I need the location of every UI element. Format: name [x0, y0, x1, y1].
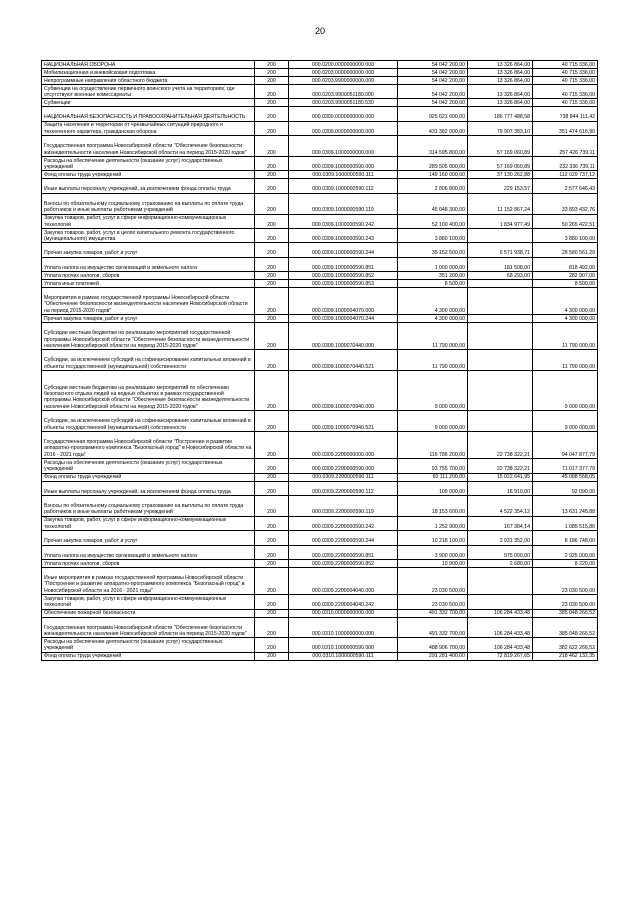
- row-name-cell: Расходы на обеспечение деятельности (оказание услуг) государственных учреждений: [42, 156, 255, 170]
- row-name-cell: Уплата прочих налогов, сборов: [42, 560, 255, 568]
- row-remaining-amount-cell: 23 030 500,00: [533, 568, 598, 595]
- row-executed-amount-cell: 68 293,00: [468, 272, 533, 280]
- row-executed-amount-cell: [468, 323, 533, 350]
- table-row: [42, 652, 598, 660]
- row-name-cell: Уплата налога на имущество организаций и земельного налога: [42, 545, 255, 559]
- row-name-cell: Фонд оплаты труда учреждений: [42, 652, 255, 660]
- row-executed-amount-cell: 37 130 262,88: [468, 171, 533, 179]
- row-name-cell: Закупка товаров, работ, услуг в сфере информационно-коммуникационных технологий: [42, 516, 255, 530]
- row-line-code-cell: 200: [255, 69, 289, 77]
- row-remaining-amount-cell: 11 790 000,00: [533, 323, 598, 350]
- row-executed-amount-cell: [468, 315, 533, 323]
- row-remaining-amount-cell: 94 047 877,79: [533, 432, 598, 459]
- row-executed-amount-cell: 57 169 060,89: [468, 156, 533, 170]
- row-classification-code-cell: 000.0309.1000000590.111: [289, 171, 398, 179]
- row-remaining-amount-cell: 40 715 336,00: [533, 77, 598, 85]
- row-classification-code-cell: 000.0309.1000000590.000: [289, 156, 398, 170]
- row-name-cell: Закупка товаров, работ, услуг в сфере информационно-коммуникационных технологий: [42, 214, 255, 228]
- row-approved-amount-cell: 11 790 000,00: [398, 350, 468, 371]
- row-line-code-cell: 200: [255, 531, 289, 545]
- row-remaining-amount-cell: 818 492,00: [533, 257, 598, 271]
- row-line-code-cell: 200: [255, 193, 289, 214]
- row-classification-code-cell: 000.0309.1000004070.244: [289, 315, 398, 323]
- row-name-cell: Прочая закупка товаров, работ и услуг: [42, 315, 255, 323]
- row-line-code-cell: 200: [255, 496, 289, 517]
- table-row: [42, 568, 598, 595]
- table-row: [42, 107, 598, 121]
- row-name-cell: Субвенции на осуществление первичного воинского учета на территориях, где отсутствуют военные комиссариаты: [42, 85, 255, 99]
- row-classification-code-cell: 000.0309.2200000590.852: [289, 560, 398, 568]
- table-row: [42, 560, 598, 568]
- row-remaining-amount-cell: 45 088 558,05: [533, 473, 598, 481]
- row-name-cell: Государственная программа Новосибирской области "Обеспечение безопасности жизнедеятельности населения Новосибирской области на период 2015-2020 годов": [42, 617, 255, 638]
- row-executed-amount-cell: 106 284 433,48: [468, 638, 533, 652]
- row-name-cell: Защита населения и территории от чрезвычайных ситуаций природного и техногенного характера, гражданская оборона: [42, 121, 255, 135]
- row-classification-code-cell: 000.0309.1000070940.000: [289, 371, 398, 411]
- row-line-code-cell: 200: [255, 516, 289, 530]
- row-line-code-cell: 200: [255, 411, 289, 432]
- row-classification-code-cell: 000.0309.1000000590.119: [289, 193, 398, 214]
- row-name-cell: Фонд оплаты труда учреждений: [42, 473, 255, 481]
- row-approved-amount-cell: 54 042 200,00: [398, 77, 468, 85]
- row-remaining-amount-cell: 282 907,00: [533, 272, 598, 280]
- row-classification-code-cell: 000.0310.0000000000.000: [289, 609, 398, 617]
- table-row: [42, 272, 598, 280]
- row-classification-code-cell: 000.0309.1000070940.521: [289, 411, 398, 432]
- row-remaining-amount-cell: 40 715 336,00: [533, 85, 598, 99]
- table-row: [42, 638, 598, 652]
- row-line-code-cell: 200: [255, 243, 289, 257]
- row-approved-amount-cell: 488 906 700,00: [398, 638, 468, 652]
- row-remaining-amount-cell: 33 893 432,76: [533, 193, 598, 214]
- row-classification-code-cell: 000.0309.1000070440.521: [289, 350, 398, 371]
- row-remaining-amount-cell: 50 265 422,51: [533, 214, 598, 228]
- row-classification-code-cell: 000.0309.1000000590.853: [289, 280, 398, 288]
- row-executed-amount-cell: 13 326 864,00: [468, 61, 533, 69]
- row-executed-amount-cell: [468, 350, 533, 371]
- row-executed-amount-cell: [468, 288, 533, 315]
- row-executed-amount-cell: [468, 280, 533, 288]
- row-remaining-amount-cell: 23 030 500,00: [533, 595, 598, 609]
- row-line-code-cell: 200: [255, 609, 289, 617]
- row-name-cell: Иные выплаты персоналу учреждений, за исключением фонда оплаты труда: [42, 481, 255, 495]
- row-classification-code-cell: 000.0310.1000000590.000: [289, 638, 398, 652]
- row-line-code-cell: 200: [255, 214, 289, 228]
- row-name-cell: Субвенции: [42, 99, 255, 107]
- row-name-cell: Фонд оплаты труда учреждений: [42, 171, 255, 179]
- budget-table: [41, 60, 598, 661]
- row-remaining-amount-cell: 1 085 515,86: [533, 516, 598, 530]
- table-row: [42, 545, 598, 559]
- row-line-code-cell: 200: [255, 545, 289, 559]
- row-line-code-cell: 200: [255, 61, 289, 69]
- table-row: [42, 280, 598, 288]
- table-row: [42, 193, 598, 214]
- row-name-cell: Взносы по обязательному социальному страхованию на выплаты по оплате труда работников и иные выплаты работникам учреждений: [42, 496, 255, 517]
- row-line-code-cell: 200: [255, 350, 289, 371]
- row-executed-amount-cell: 6 571 938,71: [468, 243, 533, 257]
- row-approved-amount-cell: 23 030 500,00: [398, 595, 468, 609]
- row-remaining-amount-cell: 385 048 266,52: [533, 617, 598, 638]
- row-classification-code-cell: 000.0309.1000000000.000: [289, 136, 398, 157]
- row-classification-code-cell: 000.0309.1000000590.851: [289, 257, 398, 271]
- table-row: [42, 136, 598, 157]
- row-approved-amount-cell: 18 153 600,00: [398, 496, 468, 517]
- table-row: [42, 288, 598, 315]
- row-name-cell: Обеспечение пожарной безопасности: [42, 609, 255, 617]
- row-line-code-cell: 200: [255, 99, 289, 107]
- row-remaining-amount-cell: 112 029 737,12: [533, 171, 598, 179]
- row-executed-amount-cell: [468, 228, 533, 242]
- row-approved-amount-cell: 54 042 200,00: [398, 61, 468, 69]
- table-row: [42, 411, 598, 432]
- row-remaining-amount-cell: 11 790 000,00: [533, 350, 598, 371]
- row-classification-code-cell: 000.0310.1000000000.000: [289, 617, 398, 638]
- table-row: [42, 459, 598, 473]
- table-row: [42, 473, 598, 481]
- row-remaining-amount-cell: 9 000 000,00: [533, 371, 598, 411]
- row-approved-amount-cell: 3 880 100,00: [398, 228, 468, 242]
- row-name-cell: Иные мероприятия в рамках государственной программы Новосибирской области "Построение и развитие аппаратно-программного комплекса "Безопасный город" в Новосибирской области на 2016 - 2021 годы": [42, 568, 255, 595]
- row-approved-amount-cell: 149 160 000,00: [398, 171, 468, 179]
- row-executed-amount-cell: 975 000,00: [468, 545, 533, 559]
- row-name-cell: Расходы на обеспечение деятельности (оказание услуг) государственных учреждений: [42, 459, 255, 473]
- row-classification-code-cell: 000.0309.2200000590.112: [289, 481, 398, 495]
- row-name-cell: Мобилизационная и вневойсковая подготовка: [42, 69, 255, 77]
- row-classification-code-cell: 000.0309.2200000590.242: [289, 516, 398, 530]
- row-name-cell: Субсидии местным бюджетам на реализацию мероприятий государственной программы Новосибирской области "Обеспечение безопасности жизнедеятельности населения Новосибирской области на период 2015-2020 годов": [42, 323, 255, 350]
- row-line-code-cell: 200: [255, 171, 289, 179]
- row-executed-amount-cell: 11 152 867,24: [468, 193, 533, 214]
- table-row: [42, 179, 598, 193]
- row-executed-amount-cell: 13 326 864,00: [468, 69, 533, 77]
- row-approved-amount-cell: 11 790 000,00: [398, 323, 468, 350]
- row-executed-amount-cell: 22 738 322,21: [468, 459, 533, 473]
- table-row: [42, 99, 598, 107]
- row-name-cell: Закупка товаров, работ, услуг в сфере информационно-коммуникационных технологий: [42, 595, 255, 609]
- page-number: 20: [314, 26, 325, 36]
- row-approved-amount-cell: 491 332 700,00: [398, 617, 468, 638]
- row-executed-amount-cell: 2 031 352,00: [468, 531, 533, 545]
- row-executed-amount-cell: 106 284 433,48: [468, 617, 533, 638]
- row-approved-amount-cell: 93 755 700,00: [398, 459, 468, 473]
- row-line-code-cell: 200: [255, 638, 289, 652]
- row-approved-amount-cell: 60 111 200,00: [398, 473, 468, 481]
- row-line-code-cell: 200: [255, 85, 289, 99]
- row-line-code-cell: 200: [255, 257, 289, 271]
- table-row: [42, 171, 598, 179]
- row-classification-code-cell: 000.0309.1000000590.243: [289, 228, 398, 242]
- row-executed-amount-cell: 16 910,00: [468, 481, 533, 495]
- row-approved-amount-cell: 1 000 000,00: [398, 257, 468, 271]
- row-remaining-amount-cell: 232 336 739,11: [533, 156, 598, 170]
- row-line-code-cell: 200: [255, 473, 289, 481]
- table-row: [42, 243, 598, 257]
- row-name-cell: Уплата налога на имущество организаций и земельного налога: [42, 257, 255, 271]
- row-line-code-cell: 200: [255, 179, 289, 193]
- row-approved-amount-cell: 109 000,00: [398, 481, 468, 495]
- row-line-code-cell: 200: [255, 595, 289, 609]
- row-classification-code-cell: 000.0309.1000000590.852: [289, 272, 398, 280]
- row-classification-code-cell: 000.0309.1000000590.244: [289, 243, 398, 257]
- row-name-cell: Иные выплаты персоналу учреждений, за исключением фонда оплаты труда: [42, 179, 255, 193]
- row-classification-code-cell: 000.0203.9900000000.000: [289, 77, 398, 85]
- row-remaining-amount-cell: 40 715 336,00: [533, 69, 598, 77]
- row-executed-amount-cell: [468, 595, 533, 609]
- table-row: [42, 531, 598, 545]
- row-line-code-cell: 200: [255, 315, 289, 323]
- row-approved-amount-cell: 2 806 800,00: [398, 179, 468, 193]
- row-remaining-amount-cell: 218 462 132,35: [533, 652, 598, 660]
- table-row: [42, 228, 598, 242]
- budget-table-body: [42, 61, 598, 661]
- row-name-cell: Уплата иных платежей: [42, 280, 255, 288]
- row-line-code-cell: 200: [255, 481, 289, 495]
- row-executed-amount-cell: [468, 411, 533, 432]
- row-approved-amount-cell: 45 048 300,00: [398, 193, 468, 214]
- row-approved-amount-cell: 431 382 000,00: [398, 121, 468, 135]
- row-classification-code-cell: 000.0310.1000000590.111: [289, 652, 398, 660]
- row-remaining-amount-cell: 2 925 000,00: [533, 545, 598, 559]
- table-row: [42, 77, 598, 85]
- row-line-code-cell: 200: [255, 121, 289, 135]
- row-approved-amount-cell: 351 200,00: [398, 272, 468, 280]
- row-approved-amount-cell: 314 595 800,00: [398, 136, 468, 157]
- row-executed-amount-cell: 79 907 383,10: [468, 121, 533, 135]
- row-approved-amount-cell: 291 281 400,00: [398, 652, 468, 660]
- table-row: [42, 371, 598, 411]
- table-row: [42, 350, 598, 371]
- row-approved-amount-cell: 54 042 200,00: [398, 69, 468, 77]
- row-classification-code-cell: 000.0309.1000000590.112: [289, 179, 398, 193]
- table-row: [42, 481, 598, 495]
- row-name-cell: Непрограммные направления областного бюджета: [42, 77, 255, 85]
- row-remaining-amount-cell: 40 715 336,00: [533, 61, 598, 69]
- row-remaining-amount-cell: 8 500,00: [533, 280, 598, 288]
- row-classification-code-cell: 000.0203.0000000000.000: [289, 69, 398, 77]
- row-remaining-amount-cell: 8 220,00: [533, 560, 598, 568]
- row-remaining-amount-cell: 71 017 377,79: [533, 459, 598, 473]
- row-classification-code-cell: 000.0309.1000004070.000: [289, 288, 398, 315]
- row-line-code-cell: 200: [255, 288, 289, 315]
- row-name-cell: Субсидии, за исключением субсидий на софинансирование капитальных вложений в объекты государственной (муниципальной) собственности: [42, 350, 255, 371]
- row-executed-amount-cell: 229 153,57: [468, 179, 533, 193]
- row-approved-amount-cell: 10 900,00: [398, 560, 468, 568]
- row-name-cell: Мероприятия в рамках государственной программы Новосибирской области "Обеспечение безопасности жизнедеятельности населения Новосибирской области на период 2015-2020 годов": [42, 288, 255, 315]
- row-executed-amount-cell: [468, 371, 533, 411]
- row-line-code-cell: 200: [255, 272, 289, 280]
- row-classification-code-cell: 000.0309.1000070440.000: [289, 323, 398, 350]
- row-line-code-cell: 200: [255, 652, 289, 660]
- row-remaining-amount-cell: 8 186 748,00: [533, 531, 598, 545]
- row-remaining-amount-cell: 13 631 245,88: [533, 496, 598, 517]
- row-remaining-amount-cell: 92 090,00: [533, 481, 598, 495]
- row-line-code-cell: 200: [255, 568, 289, 595]
- row-remaining-amount-cell: 4 300 000,00: [533, 288, 598, 315]
- row-line-code-cell: 200: [255, 228, 289, 242]
- row-line-code-cell: 200: [255, 156, 289, 170]
- row-name-cell: Взносы по обязательному социальному страхованию на выплаты по оплате труда работников и иные выплаты работникам учреждений: [42, 193, 255, 214]
- row-classification-code-cell: 000.0203.9900051180.000: [289, 85, 398, 99]
- table-row: [42, 496, 598, 517]
- row-approved-amount-cell: 9 000 000,00: [398, 371, 468, 411]
- row-approved-amount-cell: 4 300 000,00: [398, 288, 468, 315]
- row-approved-amount-cell: 9 000 000,00: [398, 411, 468, 432]
- row-line-code-cell: 200: [255, 432, 289, 459]
- row-classification-code-cell: 000.0309.2200004040.242: [289, 595, 398, 609]
- row-classification-code-cell: 000.0309.0000000000.000: [289, 121, 398, 135]
- row-remaining-amount-cell: 382 622 266,52: [533, 638, 598, 652]
- row-remaining-amount-cell: 257 426 739,11: [533, 136, 598, 157]
- row-executed-amount-cell: 13 326 864,00: [468, 99, 533, 107]
- row-approved-amount-cell: 3 900 000,00: [398, 545, 468, 559]
- table-row: [42, 609, 598, 617]
- table-row: [42, 156, 598, 170]
- row-remaining-amount-cell: 9 000 000,00: [533, 411, 598, 432]
- row-executed-amount-cell: 1 834 977,49: [468, 214, 533, 228]
- row-executed-amount-cell: 13 326 864,00: [468, 85, 533, 99]
- table-row: [42, 617, 598, 638]
- row-name-cell: Субсидии местным бюджетам на реализацию мероприятий по обеспечению безопасного отдыха людей на водных объектах в рамках государственной программы Новосибирской области "Обеспечение безопасности жизнедеятельности населения Новосибирской области на период 2015-2020 годов": [42, 371, 255, 411]
- row-executed-amount-cell: 4 522 354,12: [468, 496, 533, 517]
- table-row: [42, 121, 598, 135]
- row-approved-amount-cell: 10 218 100,00: [398, 531, 468, 545]
- row-approved-amount-cell: 8 500,00: [398, 280, 468, 288]
- table-row: [42, 257, 598, 271]
- row-classification-code-cell: 000.0300.0000000000.000: [289, 107, 398, 121]
- row-executed-amount-cell: 2 680,00: [468, 560, 533, 568]
- row-name-cell: Прочая закупка товаров, работ и услуг: [42, 531, 255, 545]
- row-remaining-amount-cell: 3 880 100,00: [533, 228, 598, 242]
- row-executed-amount-cell: [468, 568, 533, 595]
- table-row: [42, 595, 598, 609]
- row-approved-amount-cell: 4 300 000,00: [398, 315, 468, 323]
- row-approved-amount-cell: 54 042 200,00: [398, 99, 468, 107]
- row-remaining-amount-cell: 351 474 616,90: [533, 121, 598, 135]
- row-classification-code-cell: 000.0309.2200000590.244: [289, 531, 398, 545]
- row-name-cell: Субсидии, за исключением субсидий на софинансирование капитальных вложений в объекты государственной (муниципальной) собственности: [42, 411, 255, 432]
- row-executed-amount-cell: 186 777 488,58: [468, 107, 533, 121]
- row-line-code-cell: 200: [255, 323, 289, 350]
- row-line-code-cell: 200: [255, 617, 289, 638]
- row-executed-amount-cell: 22 738 322,21: [468, 432, 533, 459]
- row-name-cell: Государственная программа Новосибирской области "Обеспечение безопасности жизнедеятельности населения Новосибирской области на период 2015-2020 годов": [42, 136, 255, 157]
- row-classification-code-cell: 000.0200.0000000000.000: [289, 61, 398, 69]
- row-name-cell: НАЦИОНАЛЬНАЯ БЕЗОПАСНОСТЬ И ПРАВООХРАНИТЕЛЬНАЯ ДЕЯТЕЛЬНОСТЬ: [42, 107, 255, 121]
- row-remaining-amount-cell: 2 577 646,43: [533, 179, 598, 193]
- table-row: [42, 315, 598, 323]
- row-name-cell: НАЦИОНАЛЬНАЯ ОБОРОНА: [42, 61, 255, 69]
- row-approved-amount-cell: 289 505 800,00: [398, 156, 468, 170]
- row-classification-code-cell: 000.0309.2200000590.000: [289, 459, 398, 473]
- table-row: [42, 69, 598, 77]
- row-executed-amount-cell: 72 819 267,65: [468, 652, 533, 660]
- row-line-code-cell: 200: [255, 560, 289, 568]
- row-classification-code-cell: 000.0309.2200000590.119: [289, 496, 398, 517]
- row-classification-code-cell: 000.0309.2200000000.000: [289, 432, 398, 459]
- row-remaining-amount-cell: 385 048 266,52: [533, 609, 598, 617]
- row-name-cell: Прочая закупка товаров, работ и услуг: [42, 243, 255, 257]
- row-approved-amount-cell: 925 621 600,00: [398, 107, 468, 121]
- row-approved-amount-cell: 23 030 500,00: [398, 568, 468, 595]
- table-row: [42, 516, 598, 530]
- table-row: [42, 323, 598, 350]
- row-remaining-amount-cell: 40 715 336,00: [533, 99, 598, 107]
- table-row: [42, 214, 598, 228]
- row-remaining-amount-cell: 738 844 111,42: [533, 107, 598, 121]
- row-approved-amount-cell: 52 100 400,00: [398, 214, 468, 228]
- table-row: [42, 432, 598, 459]
- row-classification-code-cell: 000.0309.2200000590.851: [289, 545, 398, 559]
- row-name-cell: Уплата прочих налогов, сборов: [42, 272, 255, 280]
- table-row: [42, 61, 598, 69]
- row-approved-amount-cell: 35 152 500,00: [398, 243, 468, 257]
- row-classification-code-cell: 000.0309.1000000590.242: [289, 214, 398, 228]
- row-name-cell: Государственная программа Новосибирской области "Построение и развитие аппаратно-программного комплекса "Безопасный город" в Новосибирской области на 2016 - 2021 годы": [42, 432, 255, 459]
- row-approved-amount-cell: 116 786 200,00: [398, 432, 468, 459]
- row-line-code-cell: 200: [255, 107, 289, 121]
- row-executed-amount-cell: 167 384,14: [468, 516, 533, 530]
- row-line-code-cell: 200: [255, 136, 289, 157]
- row-executed-amount-cell: 15 022 641,95: [468, 473, 533, 481]
- row-executed-amount-cell: 106 284 433,48: [468, 609, 533, 617]
- row-approved-amount-cell: 54 042 200,00: [398, 85, 468, 99]
- row-remaining-amount-cell: 4 300 000,00: [533, 315, 598, 323]
- row-approved-amount-cell: 491 332 700,00: [398, 609, 468, 617]
- row-line-code-cell: 200: [255, 371, 289, 411]
- row-executed-amount-cell: 57 169 060,89: [468, 136, 533, 157]
- row-approved-amount-cell: 1 252 900,00: [398, 516, 468, 530]
- row-name-cell: Закупка товаров, работ, услуг в целях капитального ремонта государственного (муниципального) имущества: [42, 228, 255, 242]
- row-remaining-amount-cell: 28 580 561,29: [533, 243, 598, 257]
- row-classification-code-cell: 000.0309.2200000590.111: [289, 473, 398, 481]
- row-line-code-cell: 200: [255, 459, 289, 473]
- row-line-code-cell: 200: [255, 77, 289, 85]
- row-classification-code-cell: 000.0309.2200004040.000: [289, 568, 398, 595]
- row-name-cell: Расходы на обеспечение деятельности (оказание услуг) государственных учреждений: [42, 638, 255, 652]
- row-executed-amount-cell: 181 508,00: [468, 257, 533, 271]
- table-row: [42, 85, 598, 99]
- row-line-code-cell: 200: [255, 280, 289, 288]
- row-executed-amount-cell: 13 326 864,00: [468, 77, 533, 85]
- row-classification-code-cell: 000.0203.9900051180.530: [289, 99, 398, 107]
